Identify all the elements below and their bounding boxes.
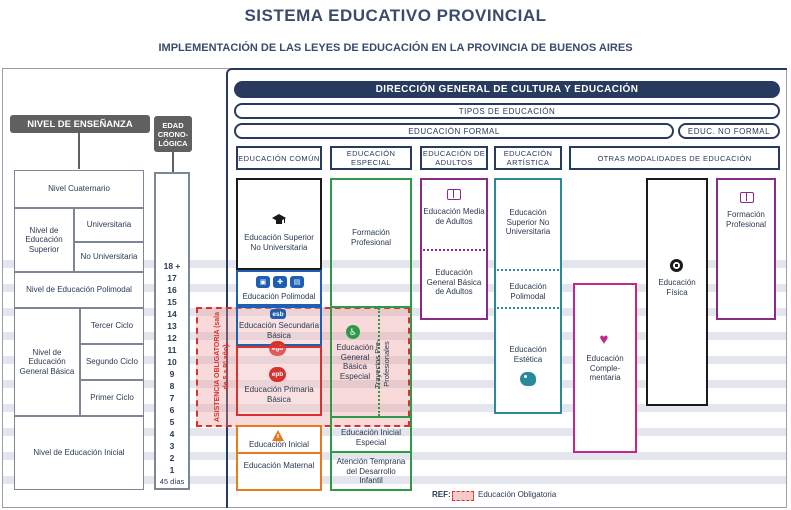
comun-polimodal-label: Educación Polimodal (242, 292, 316, 301)
nivel-tercer-ciclo: Tercer Ciclo (80, 308, 144, 344)
otras-complementaria-label: Educación Comple- mentaria (586, 354, 624, 382)
age-5: 5 (169, 417, 175, 427)
especial-top-divider (330, 306, 412, 308)
nivel-ensenanza-header: NIVEL DE ENSEÑANZA (10, 115, 150, 133)
age-6: 6 (169, 405, 175, 415)
especial-formacion-label: Formación Profesional (350, 228, 392, 247)
header-educacion-adultos: EDUCACIÓN DE ADULTOS (420, 146, 488, 170)
direccion-general-bar: DIRECCIÓN GENERAL DE CULTURA Y EDUCACIÓN (234, 81, 780, 98)
age-9: 9 (169, 369, 175, 379)
adultos-media-label: Educación Media de Adultos (423, 207, 485, 226)
nivel-no-universitaria: No Universitaria (74, 242, 144, 272)
nivel-superior: Nivel de Educación Superior (14, 208, 74, 272)
comun-secundaria-label: Educación Secundaria Básica (238, 321, 320, 340)
header-educacion-comun: EDUCACIÓN COMÚN (236, 146, 322, 170)
comun-primaria-label: Educación Primaria Básica (244, 385, 314, 404)
egb-badge: egb (269, 341, 286, 356)
nivel-universitaria: Universitaria (74, 208, 144, 242)
educacion-no-formal-bar: EDUC. NO FORMAL (678, 123, 780, 139)
nivel-inicial: Nivel de Educación Inicial (14, 416, 144, 490)
edad-header-connector (172, 152, 174, 172)
nivel-cuaternario: Nivel Cuaternario (14, 170, 144, 208)
comun-superior-label: Educación Superior No Universitaria (244, 233, 314, 252)
age-45-dias: 45 días (159, 477, 185, 486)
age-4: 4 (169, 429, 175, 439)
educacion-formal-bar: EDUCACIÓN FORMAL (234, 123, 674, 139)
polimodal-icon-3: ▤ (290, 276, 304, 288)
artistica-estetica-label: Educación Estética (509, 345, 547, 364)
heart-hands-icon: ♥ (599, 331, 609, 348)
age-16: 16 (167, 285, 177, 295)
tipos-educacion-bar: TIPOS DE EDUCACIÓN (234, 103, 780, 119)
age-11: 11 (167, 345, 177, 355)
polimodal-icon-1: ▣ (256, 276, 270, 288)
graduation-cap-icon (272, 213, 286, 227)
edad-list (158, 260, 186, 488)
adultos-basica-label: Educación General Básica de Adultos (426, 268, 482, 296)
artistica-superior-label: Educación Superior No Universitaria (505, 208, 551, 236)
comun-inicial-divider (236, 452, 322, 454)
ref-swatch (452, 491, 474, 501)
otras-fisica-label: Educación Física (658, 278, 696, 297)
accessibility-icon: ♿ (346, 325, 360, 339)
artistica-polimodal-label: Educación Polimodal (509, 282, 547, 301)
artistica-divider-2 (494, 307, 562, 309)
comun-inicial-label: Educación Inicial (248, 440, 310, 449)
ref-legend (432, 490, 632, 502)
age-13: 13 (167, 321, 177, 331)
edad-cronologica-header: EDAD CRONO- LÓGICA (154, 116, 192, 152)
header-otras-modalidades: OTRAS MODALIDADES DE EDUCACIÓN (569, 146, 780, 170)
obligatoria-label-wrap (213, 307, 235, 427)
comun-maternal-label: Educación Maternal (243, 461, 315, 470)
age-15: 15 (167, 297, 177, 307)
soccer-ball-icon (670, 259, 683, 272)
especial-trayectos-label: Trayectos Pre- Profesionales (373, 339, 391, 389)
especial-inicial-label: Educación Inicial Especial (340, 428, 402, 447)
otras-formacion-label: Formación Profesional (725, 210, 767, 229)
page-title: SISTEMA EDUCATIVO PROVINCIAL (244, 6, 547, 25)
polimodal-icons (256, 276, 304, 288)
age-8: 8 (169, 381, 175, 391)
especial-trayectos-wrap (373, 324, 393, 404)
header-educacion-especial: EDUCACIÓN ESPECIAL (330, 146, 412, 170)
especial-inicial-divider (330, 451, 412, 453)
age-3: 3 (169, 441, 175, 451)
especial-bottom-divider (330, 416, 412, 418)
warning-triangle-icon (272, 428, 284, 439)
especial-basica-label: Educación General Básica Especial (336, 343, 374, 381)
polimodal-icon-2: ✚ (273, 276, 287, 288)
nivel-polimodal: Nivel de Educación Polimodal (14, 272, 144, 308)
artistica-divider-1 (494, 269, 562, 271)
esb-badge: esb (270, 309, 286, 319)
age-17: 17 (167, 273, 177, 283)
book-icon-adultos (447, 189, 461, 200)
age-1: 1 (169, 465, 175, 475)
nivel-egb: Nivel de Educación General Básica (14, 308, 80, 416)
age-2: 2 (169, 453, 175, 463)
adultos-divider (420, 249, 488, 251)
header-educacion-artistica: EDUCACIÓN ARTÍSTICA (494, 146, 562, 170)
age-10: 10 (167, 357, 177, 367)
epb-badge: epb (269, 367, 286, 382)
age-18: 18 + (163, 261, 181, 271)
nivel-header-connector (78, 133, 80, 169)
age-14: 14 (167, 309, 177, 319)
ref-text: Educación Obligatoria (478, 490, 557, 499)
obligatoria-label: ASISTENCIA OBLIGATORIA (sala de 5 a 9º año) (214, 311, 230, 423)
nivel-segundo-ciclo: Segundo Ciclo (80, 344, 144, 380)
age-7: 7 (169, 393, 175, 403)
page-subtitle: IMPLEMENTACIÓN DE LAS LEYES DE EDUCACIÓN EN LA PROVINCIA DE BUENOS AIRES (158, 42, 633, 54)
palette-icon (520, 372, 536, 386)
ref-label: REF: (432, 490, 451, 499)
age-12: 12 (167, 333, 177, 343)
book-icon-formacion (740, 192, 754, 203)
especial-temprana-label: Atención Temprana del Desarrollo Infantil (336, 457, 406, 485)
nivel-primer-ciclo: Primer Ciclo (80, 380, 144, 416)
